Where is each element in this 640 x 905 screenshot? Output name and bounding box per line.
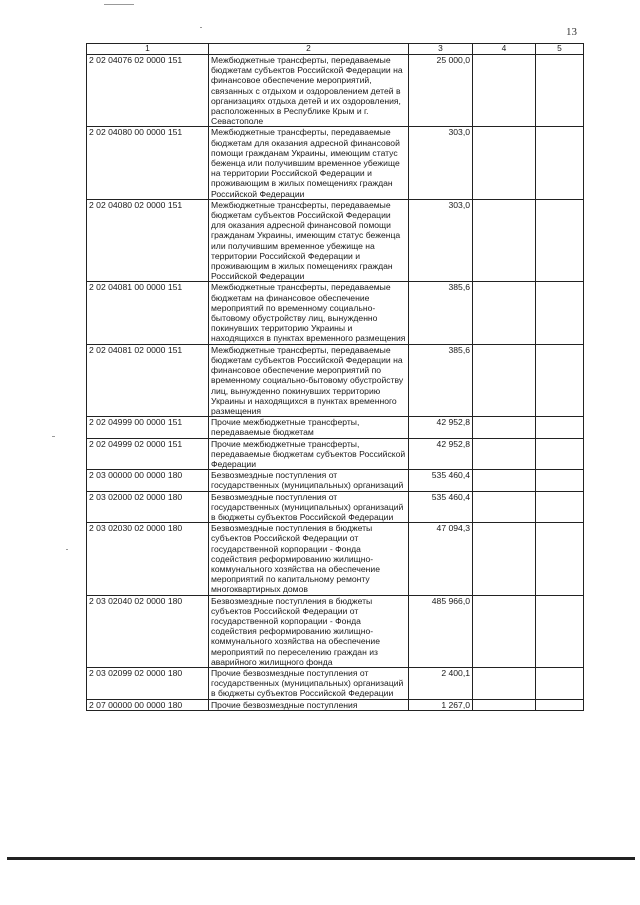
row-code: 2 02 04080 00 0000 151	[87, 127, 209, 199]
table-header	[87, 44, 584, 55]
row-name: Прочие безвозмездные поступления от государственных (муниципальных) организаций в бюджеты субъектов Российской Федерации	[209, 667, 409, 699]
row-name: Прочие межбюджетные трансферты, передаваемые бюджетам субъектов Российской Федерации	[209, 438, 409, 470]
row-amount: 303,0	[409, 199, 473, 282]
row-amount: 42 952,8	[409, 417, 473, 438]
row-name: Межбюджетные трансферты, передаваемые бюджетам для оказания адресной финансовой помощи гражданам Украины, имеющим статус беженца или получившим временное убежище на территории Российской Федерации и проживающим в жилых помещениях граждан Российской Федерации	[209, 127, 409, 199]
row-amount: 385,6	[409, 282, 473, 344]
row-name: Межбюджетные трансферты, передаваемые бюджетам субъектов Российской Федерации на финансовое обеспечение мероприятий по временному социально-бытовому обустройству лиц, вынужденно покинувших территорию Украины и находящихся в пунктах временного размещения	[209, 344, 409, 416]
budget-table	[86, 43, 584, 711]
row-amount: 535 460,4	[409, 491, 473, 523]
row-code: 2 02 04081 02 0000 151	[87, 344, 209, 416]
row-col-5	[536, 470, 584, 491]
table-row	[87, 470, 584, 491]
row-amount: 485 966,0	[409, 595, 473, 667]
header-col-2: 2	[209, 44, 409, 55]
row-name: Межбюджетные трансферты, передаваемые бюджетам субъектов Российской Федерации на финансовое обеспечение мероприятий, связанных с отдыхом и оздоровлением детей в организациях отдыха детей и их оздоровления, расположенных в Республике Крым и г. Севастополе	[209, 55, 409, 127]
row-name: Межбюджетные трансферты, передаваемые бюджетам на финансовое обеспечение мероприятий по временному социально-бытовому обустройству лиц, вынужденно покинувших территорию Украины и находящихся в пунктах временного размещения	[209, 282, 409, 344]
row-code: 2 02 04081 00 0000 151	[87, 282, 209, 344]
row-code: 2 02 04999 00 0000 151	[87, 417, 209, 438]
row-col-4	[473, 470, 536, 491]
row-col-5	[536, 438, 584, 470]
header-col-4: 4	[473, 44, 536, 55]
row-amount: 47 094,3	[409, 523, 473, 595]
row-col-5	[536, 595, 584, 667]
table-row	[87, 523, 584, 595]
row-code: 2 03 02030 02 0000 180	[87, 523, 209, 595]
table-row	[87, 199, 584, 282]
row-name: Безвозмездные поступления от государственных (муниципальных) организаций	[209, 470, 409, 491]
table-row	[87, 595, 584, 667]
table-row	[87, 55, 584, 127]
page-number: 13	[566, 26, 577, 38]
row-amount: 2 400,1	[409, 667, 473, 699]
row-col-5	[536, 667, 584, 699]
row-code: 2 07 00000 00 0000 180	[87, 699, 209, 710]
row-col-4	[473, 344, 536, 416]
row-col-4	[473, 667, 536, 699]
row-col-4	[473, 417, 536, 438]
row-col-5	[536, 699, 584, 710]
row-code: 2 03 02040 02 0000 180	[87, 595, 209, 667]
table-row	[87, 699, 584, 710]
row-code: 2 02 04999 02 0000 151	[87, 438, 209, 470]
scan-mark	[52, 436, 55, 437]
table-row	[87, 127, 584, 199]
row-amount: 25 000,0	[409, 55, 473, 127]
table-row	[87, 667, 584, 699]
table-row	[87, 282, 584, 344]
header-col-3: 3	[409, 44, 473, 55]
row-name: Безвозмездные поступления в бюджеты субъектов Российской Федерации от государственной корпорации - Фонда содействия реформированию жилищно-коммунального хозяйства на обеспечение мероприятий по переселению граждан из аварийного жилищного фонда	[209, 595, 409, 667]
row-col-5	[536, 282, 584, 344]
row-amount: 42 952,8	[409, 438, 473, 470]
row-code: 2 03 00000 00 0000 180	[87, 470, 209, 491]
row-code: 2 03 02099 02 0000 180	[87, 667, 209, 699]
bottom-rule	[7, 857, 635, 860]
scan-mark	[66, 549, 68, 550]
row-amount: 535 460,4	[409, 470, 473, 491]
header-col-5: 5	[536, 44, 584, 55]
row-amount: 303,0	[409, 127, 473, 199]
row-col-4	[473, 199, 536, 282]
row-col-4	[473, 438, 536, 470]
row-col-4	[473, 699, 536, 710]
scan-mark	[104, 4, 134, 5]
row-name: Прочие безвозмездные поступления	[209, 699, 409, 710]
table-row	[87, 417, 584, 438]
row-amount: 1 267,0	[409, 699, 473, 710]
row-col-5	[536, 523, 584, 595]
header-row	[87, 44, 584, 55]
row-name: Безвозмездные поступления в бюджеты субъектов Российской Федерации от государственной корпорации - Фонда содействия реформированию жилищно-коммунального хозяйства на обеспечение мероприятий по капитальному ремонту многоквартирных домов	[209, 523, 409, 595]
header-col-1: 1	[87, 44, 209, 55]
row-col-5	[536, 344, 584, 416]
row-col-5	[536, 127, 584, 199]
row-col-5	[536, 199, 584, 282]
row-col-4	[473, 282, 536, 344]
row-code: 2 02 04080 02 0000 151	[87, 199, 209, 282]
table-row	[87, 438, 584, 470]
row-name: Межбюджетные трансферты, передаваемые бюджетам субъектов Российской Федерации для оказания адресной финансовой помощи гражданам Украины, имеющим статус беженца или получившим временное убежище на территории Российской Федерации и проживающим в жилых помещениях граждан Российской Федерации	[209, 199, 409, 282]
row-col-5	[536, 417, 584, 438]
row-col-4	[473, 491, 536, 523]
row-amount: 385,6	[409, 344, 473, 416]
row-col-4	[473, 595, 536, 667]
row-name: Прочие межбюджетные трансферты, передаваемые бюджетам	[209, 417, 409, 438]
row-col-4	[473, 55, 536, 127]
row-code: 2 02 04076 02 0000 151	[87, 55, 209, 127]
table-row	[87, 491, 584, 523]
row-name: Безвозмездные поступления от государственных (муниципальных) организаций в бюджеты субъектов Российской Федерации	[209, 491, 409, 523]
row-col-5	[536, 491, 584, 523]
table-row	[87, 344, 584, 416]
row-col-4	[473, 127, 536, 199]
scan-mark	[200, 27, 202, 28]
row-code: 2 03 02000 02 0000 180	[87, 491, 209, 523]
table-body	[87, 55, 584, 711]
row-col-4	[473, 523, 536, 595]
row-col-5	[536, 55, 584, 127]
